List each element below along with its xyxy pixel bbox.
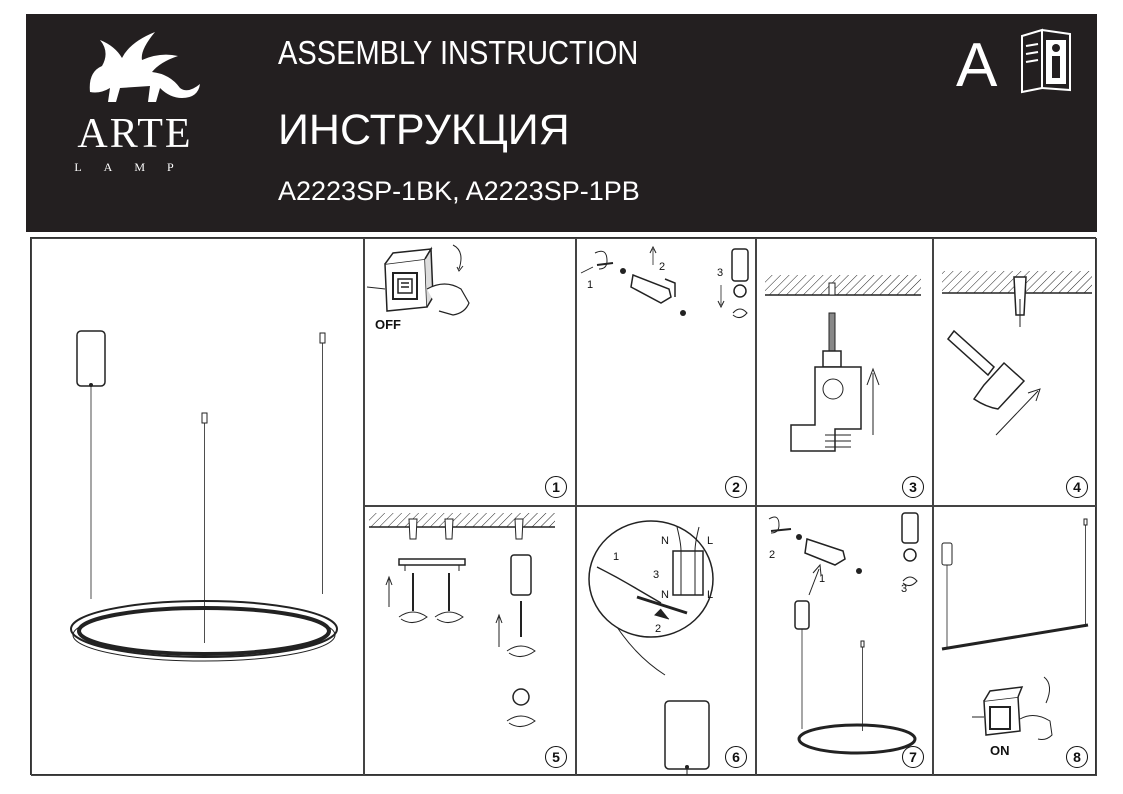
- step-number-4: 4: [1066, 476, 1088, 498]
- hammer-dowel-illustration: [934, 239, 1097, 506]
- wiring-connection-illustration: [577, 507, 756, 776]
- griffin-logo-icon: [60, 22, 210, 112]
- switch-on-label: ON: [990, 743, 1010, 758]
- bracket-screw-illustration: [577, 239, 756, 506]
- drill-ceiling-illustration: [757, 239, 933, 506]
- switch-off-label: OFF: [375, 317, 401, 332]
- brand-logo: [60, 22, 210, 182]
- step-2-label-2: 2: [659, 261, 666, 273]
- switch-off-illustration: [365, 239, 576, 506]
- step-2-label-1: 1: [587, 279, 594, 291]
- step-number-6: 6: [725, 746, 747, 768]
- step-6-label-n-bottom: N: [661, 589, 669, 601]
- step-number-7: 7: [902, 746, 924, 768]
- step-1-panel: [364, 238, 576, 506]
- step-8-panel: [933, 506, 1097, 776]
- step-7-label-2: 2: [769, 549, 776, 561]
- step-7-label-1: 1: [819, 573, 826, 585]
- step-2-panel: [576, 238, 756, 506]
- model-numbers: A2223SP-1BK, A2223SP-1PB: [278, 176, 640, 206]
- step-number-3: 3: [902, 476, 924, 498]
- mount-bracket-illustration: [365, 507, 576, 776]
- brand-name: ARTE: [77, 111, 193, 157]
- manual-info-icon: [1016, 26, 1076, 94]
- step-6-label-l-bottom: L: [707, 589, 714, 601]
- title-english: ASSEMBLY INSTRUCTION: [278, 34, 639, 71]
- step-6-label-n-top: N: [661, 535, 669, 547]
- step-6-label-3: 3: [653, 569, 660, 581]
- step-7-label-3: 3: [901, 583, 908, 595]
- step-6-label-2: 2: [655, 623, 662, 635]
- language-letter: A: [956, 31, 998, 100]
- step-6-label-1: 1: [613, 551, 620, 563]
- brand-subtitle: LAMP: [74, 160, 196, 174]
- title-russian: ИНСТРУКЦИЯ: [278, 106, 570, 154]
- header-banner: [26, 14, 1097, 232]
- step-number-1: 1: [545, 476, 567, 498]
- instruction-grid: [30, 237, 1096, 775]
- step-number-2: 2: [725, 476, 747, 498]
- step-2-label-3: 3: [717, 267, 724, 279]
- switch-on-illustration: [934, 507, 1097, 776]
- step-7-panel: [756, 506, 933, 776]
- step-5-panel: [364, 506, 576, 776]
- step-6-panel: [576, 506, 756, 776]
- pendant-lamp-overview: [32, 239, 364, 776]
- step-number-5: 5: [545, 746, 567, 768]
- step-number-8: 8: [1066, 746, 1088, 768]
- step-4-panel: [933, 238, 1097, 506]
- step-6-label-l-top: L: [707, 535, 714, 547]
- overview-panel: [31, 238, 364, 776]
- canopy-fix-illustration: [757, 507, 933, 776]
- step-3-panel: [756, 238, 933, 506]
